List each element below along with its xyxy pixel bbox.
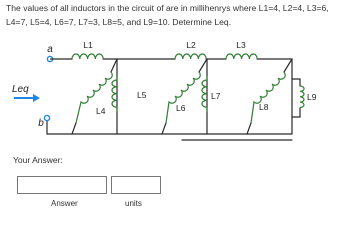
inductor-L3-coil	[226, 54, 257, 59]
units-field-label: units	[125, 199, 142, 208]
terminal-b-node	[44, 115, 49, 120]
inductor-L5-label: L5	[137, 90, 147, 100]
inductor-L2-coil	[175, 54, 206, 59]
leq-label: Leq	[12, 84, 29, 95]
inductor-L8-label: L8	[259, 102, 269, 112]
answer-input[interactable]	[17, 176, 107, 194]
inductor-L9-label: L9	[307, 92, 317, 102]
terminal-a-label: a	[47, 44, 53, 55]
inductor-L3-label: L3	[236, 40, 246, 50]
inductor-L2-label: L2	[186, 40, 196, 50]
your-answer-heading: Your Answer:	[13, 155, 63, 165]
inductor-L7-coil	[202, 76, 207, 112]
inductor-L6-coil	[166, 72, 200, 123]
inductor-L7-label: L7	[211, 91, 221, 101]
circuit-wires	[47, 59, 300, 140]
inductor-L6-label: L6	[176, 103, 186, 113]
problem-statement: The values of all inductors in the circuit of are in millihenrys where L1=4, L2=4, L3=6, L4=7, L5=4, L6=7, L7=3, L8=5, and L9=10. Determine Leq.	[6, 3, 329, 27]
inductor-L8-coil	[251, 72, 285, 123]
inductor-L9-coil	[300, 86, 304, 108]
inductor-L1-coil	[72, 54, 103, 59]
terminal-b-label: b	[38, 118, 44, 129]
inductor-L4-label: L4	[96, 106, 106, 116]
inductor-L5-coil	[112, 76, 117, 112]
answer-field-label: Answer	[51, 199, 78, 208]
inductor-L4-coil	[76, 72, 112, 123]
units-input[interactable]	[111, 176, 161, 194]
inductor-L1-label: L1	[83, 40, 93, 50]
leq-arrow-icon	[14, 94, 40, 102]
